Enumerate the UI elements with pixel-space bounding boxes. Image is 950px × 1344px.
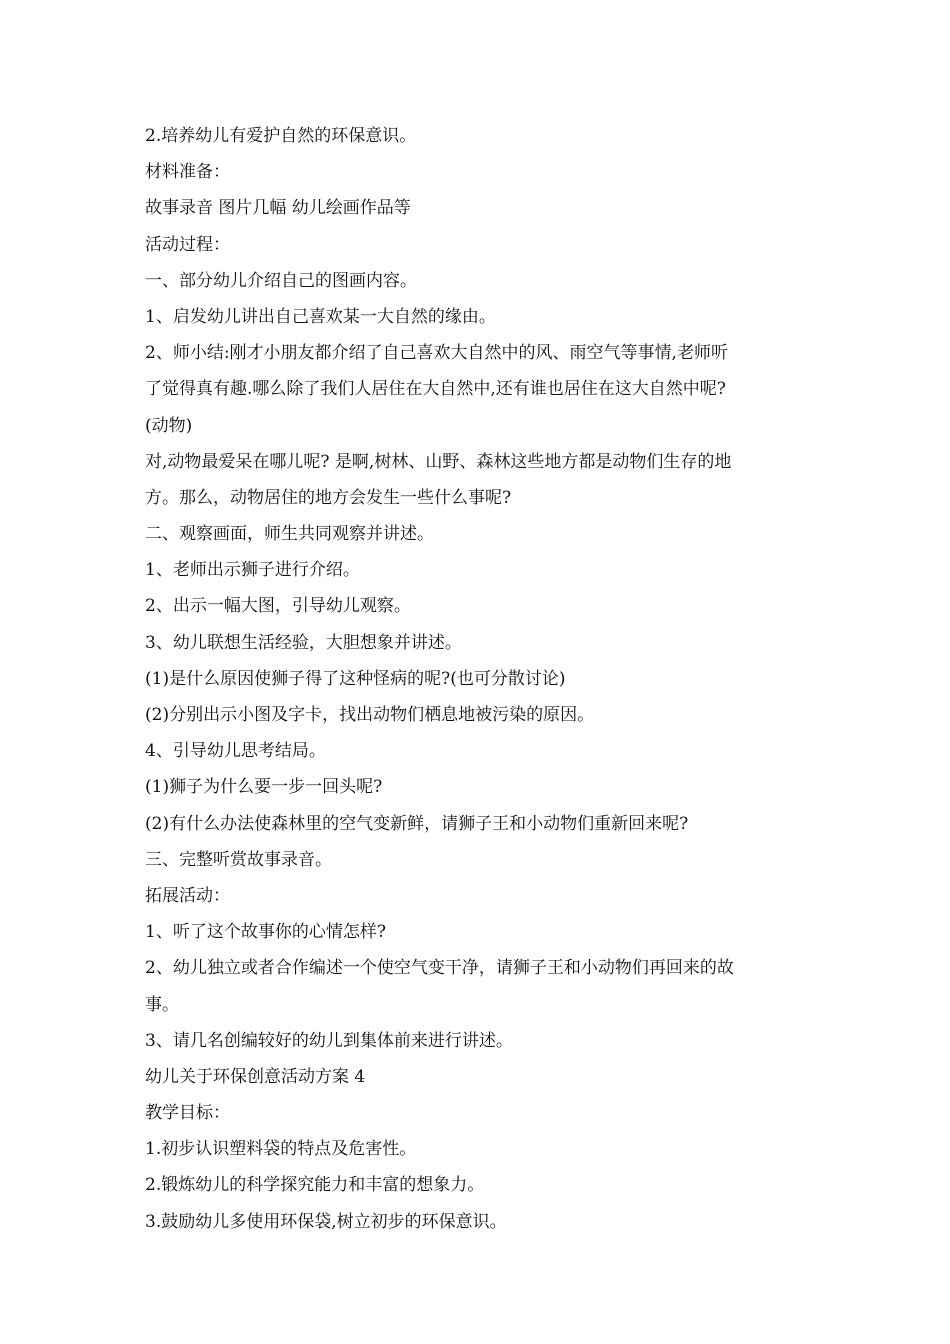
text-line: 3、请几名创编较好的幼儿到集体前来进行讲述。 <box>145 1030 513 1051</box>
text-line: 故事录音 图片几幅 幼儿绘画作品等 <box>145 198 411 219</box>
document-body <box>145 118 815 1240</box>
text-line: 2、出示一幅大图，引导幼儿观察。 <box>145 596 411 617</box>
text-line: 1、老师出示狮子进行介绍。 <box>145 560 360 581</box>
text-line: 2.培养幼儿有爱护自然的环保意识。 <box>145 126 417 146</box>
section-heading: 活动过程： <box>145 234 230 255</box>
text-line: (1)狮子为什么要一步一回头呢? <box>145 777 383 798</box>
text-line: 了觉得真有趣.哪么除了我们人居住在大自然中,还有谁也居住在这大自然中呢? <box>145 379 726 400</box>
text-line: 方。那么，动物居住的地方会发生一些什么事呢? <box>145 487 512 508</box>
text-line: 3.鼓励幼儿多使用环保袋,树立初步的环保意识。 <box>145 1211 507 1232</box>
text-line: (1)是什么原因使狮子得了这种怪病的呢?(也可分散讨论) <box>145 668 566 689</box>
text-line: (动物) <box>145 415 193 436</box>
text-line: 三、完整听赏故事录音。 <box>145 849 332 870</box>
text-line: 一、部分幼儿介绍自己的图画内容。 <box>145 270 417 291</box>
text-line: 1.初步认识塑料袋的特点及危害性。 <box>145 1139 417 1160</box>
text-line: 事。 <box>145 994 179 1015</box>
text-line: 4、引导幼儿思考结局。 <box>145 741 326 762</box>
text-line: 二、观察画面，师生共同观察并讲述。 <box>145 524 434 545</box>
text-line: 2.锻炼幼儿的科学探究能力和丰富的想象力。 <box>145 1175 485 1196</box>
text-line: 1、听了这个故事你的心情怎样? <box>145 922 386 943</box>
text-line: 2、师小结:刚才小朋友都介绍了自己喜欢大自然中的风、雨空气等事情,老师听 <box>145 343 728 364</box>
text-line: (2)有什么办法使森林里的空气变新鲜，请狮子王和小动物们重新回来呢? <box>145 813 689 834</box>
text-line: 1、启发幼儿讲出自己喜欢某一大自然的缘由。 <box>145 306 496 327</box>
text-line: 2、幼儿独立或者合作编述一个使空气变干净，请狮子王和小动物们再回来的故 <box>145 958 734 979</box>
section-heading: 教学目标： <box>145 1103 230 1124</box>
text-line: 对,动物最爱呆在哪儿呢? 是啊,树林、山野、森林这些地方都是动物们生存的地 <box>145 451 732 472</box>
text-line: (2)分别出示小图及字卡，找出动物们栖息地被污染的原因。 <box>145 705 595 725</box>
section-heading: 拓展活动： <box>145 885 230 906</box>
section-heading: 材料准备： <box>145 162 230 183</box>
text-line: 3、幼儿联想生活经验，大胆想象并讲述。 <box>145 632 462 653</box>
plan-title: 幼儿关于环保创意活动方案 4 <box>145 1066 366 1087</box>
